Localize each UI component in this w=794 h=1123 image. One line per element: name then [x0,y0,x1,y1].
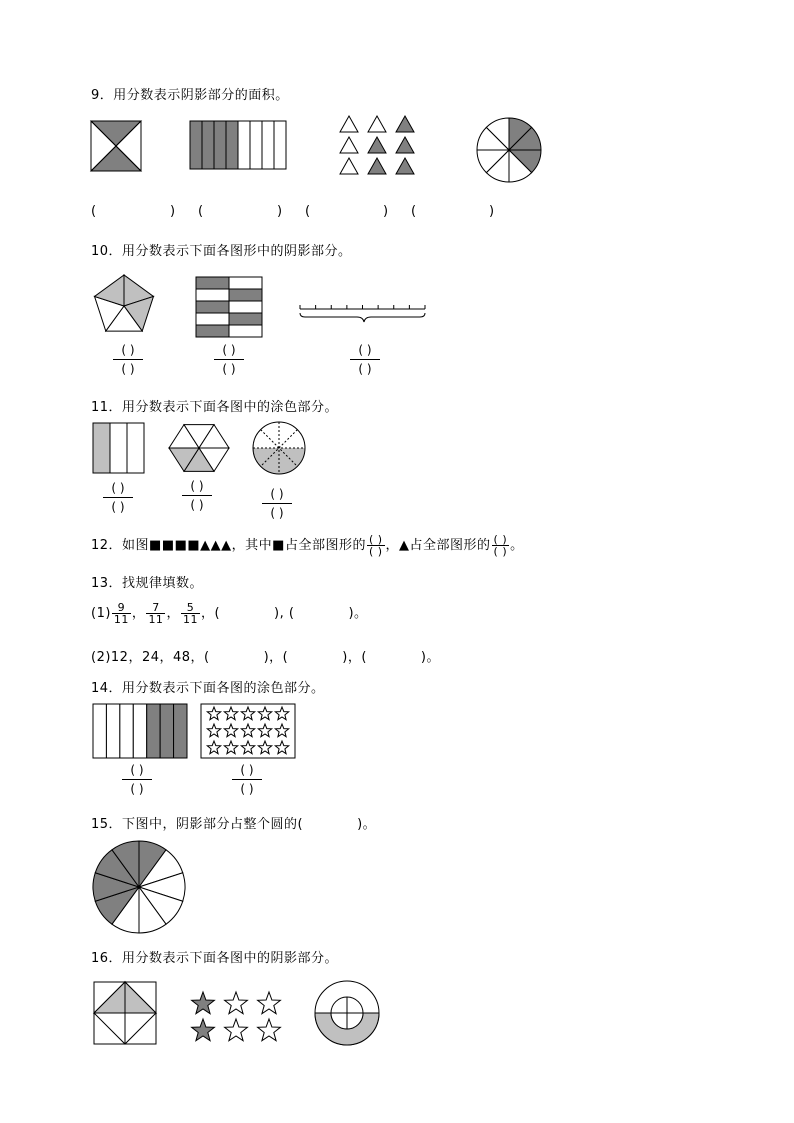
question-11-title: 11．用分数表示下面各图中的涂色部分。 [91,400,339,415]
q9-blank-2-close: ) [277,204,283,219]
q16-square-diamond [94,982,156,1044]
grid-cell [229,325,262,337]
q11-hexagon [169,421,229,475]
q10-segment-brace [300,300,426,324]
q16-star [225,992,248,1014]
q13-fraction-3: $\frac{5}{11}$ [182,601,198,626]
q12-suffix: 。 [510,538,524,553]
q9-circle-eighths [476,117,542,183]
q11-answer-1[interactable]: ( ) ( ) [103,481,133,514]
q16-star [192,992,215,1014]
q9-strip [202,121,214,169]
triangle-shape [396,116,414,132]
q10-striped-grid [196,277,262,337]
triangle-shape [368,116,386,132]
grid-cell [196,289,229,301]
q9-blank-1-open[interactable]: ( [91,204,97,219]
grid-cell [196,325,229,337]
grid-cell [229,301,262,313]
q10-pentagon [93,273,155,335]
q11-answer-3[interactable]: ( ) ( ) [262,487,292,520]
q16-star [192,1019,215,1041]
grid-cell [196,277,229,289]
q14-striped-rectangle [93,704,187,758]
q11-circle-dashed [252,421,306,475]
q14-strip [174,704,187,758]
q13-p1-blanks[interactable]: ( ), ( )。 [214,606,368,621]
q13-part-1: (1) $\frac{9}{11}$ ， $\frac{7}{11}$ ， $\frac{5}{11}$ ，( ), ( )。 [91,601,368,626]
q13-p1-label: (1) [91,606,111,621]
q9-striped-rectangle [190,121,288,169]
question-15-title[interactable]: 15．下图中，阴影部分占整个圆的( )。 [91,817,377,832]
triangle-shape [340,158,358,174]
q16-stars [188,992,284,1046]
q14-strip [120,704,133,758]
grid-cell [196,313,229,325]
q14-strip [133,704,146,758]
q14-answer-1[interactable]: ( ) ( ) [122,763,152,796]
triangle-shape [340,116,358,132]
q9-blank-4-close: ) [489,204,495,219]
q16-target-circle [314,980,380,1046]
q9-triangle-grid [338,113,418,175]
grid-cell [229,313,262,325]
q14-strip [147,704,160,758]
triangle-shape [396,137,414,153]
q9-strip [226,121,238,169]
q9-square-diagonals [91,121,141,171]
q14-strip [93,704,106,758]
triangle-shape [396,158,414,174]
q10-answer-3[interactable]: ( ) ( ) [350,343,380,376]
question-13-title: 13．找规律填数。 [91,576,204,591]
q16-star [225,1019,248,1041]
q9-strip [214,121,226,169]
grid-cell [196,301,229,313]
q12-blank-triangles[interactable]: ( ) ( ) [493,533,508,558]
q14-strip [106,704,119,758]
triangle-shape [340,137,358,153]
q9-strip [274,121,286,169]
triangle-shape [368,158,386,174]
question-9-title: 9．用分数表示阴影部分的面积。 [91,88,289,103]
q12-blank-squares[interactable]: ( ) ( ) [368,533,383,558]
q10-answer-1[interactable]: ( ) ( ) [113,343,143,376]
question-14-title: 14．用分数表示下面各图的涂色部分。 [91,681,325,696]
q14-star-box [201,704,295,758]
q11-answer-2[interactable]: ( ) ( ) [182,479,212,512]
q9-strip [238,121,250,169]
q16-star [258,992,281,1014]
q9-strip [250,121,262,169]
q13-part-2[interactable]: (2)12，24，48，( )，( )，( )。 [91,650,440,665]
q9-strip [262,121,274,169]
q14-strip [160,704,173,758]
q12-prefix: 12．如图■■■■▲▲▲，其中■占全部图形的 [91,538,366,553]
q9-blank-4-open[interactable]: ( [411,204,417,219]
q10-answer-2[interactable]: ( ) ( ) [214,343,244,376]
q14-answer-2[interactable]: ( ) ( ) [232,763,262,796]
triangle-shape [368,137,386,153]
q16-star [258,1019,281,1041]
q13-fraction-1: $\frac{9}{11}$ [113,601,129,626]
question-10-title: 10．用分数表示下面各图形中的阴影部分。 [91,244,352,259]
q9-strip [190,121,202,169]
q15-circle-tenths [92,840,186,934]
grid-cell [229,277,262,289]
grid-cell [229,289,262,301]
q9-blank-2-open[interactable]: ( [198,204,204,219]
question-12 [91,534,524,557]
q13-fraction-2: $\frac{7}{11}$ [148,601,164,626]
q9-blank-1-close: ) [170,204,176,219]
q11-rectangle-thirds [93,423,144,473]
q9-blank-3-open[interactable]: ( [305,204,311,219]
q9-blank-3-close: ) [383,204,389,219]
q12-middle: ，▲占全部图形的 [385,538,491,553]
question-16-title: 16．用分数表示下面各图中的阴影部分。 [91,951,339,966]
